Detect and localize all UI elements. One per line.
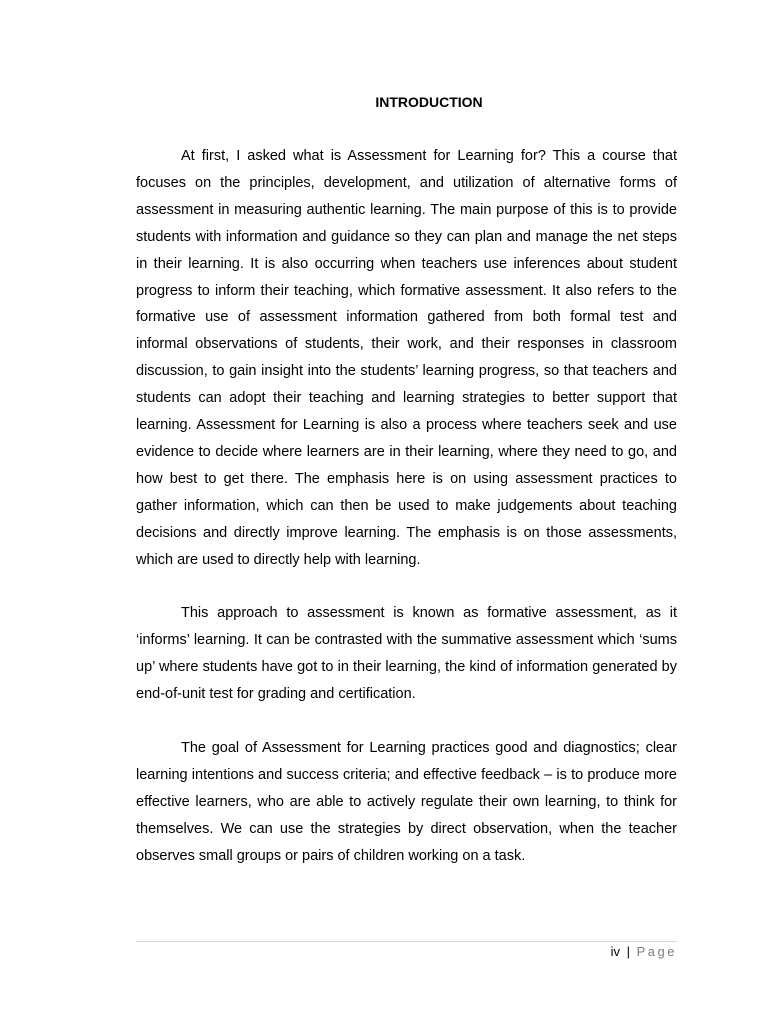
- page-title: INTRODUCTION: [375, 94, 483, 110]
- page-number: iv: [610, 944, 620, 959]
- page-label: Page: [636, 944, 677, 959]
- page-footer: [611, 943, 677, 961]
- body-text: [136, 143, 677, 896]
- footer-divider: [136, 941, 677, 942]
- paragraph-3: The goal of Assessment for Learning practices good and diagnostics; clear learning intentions and success criteria; and effective feedback – is to produce more effective learners, who are able to actively regulate their own learning, to think for themselves. We can use the strategies by direct observation, when the teacher observes small groups or pairs of children working on a task.: [136, 739, 677, 864]
- footer-separator: |: [626, 944, 630, 959]
- paragraph-2: This approach to assessment is known as formative assessment, as it ‘informs’ learning. It can be contrasted with the summative assessment which ‘sums up’ where students have got to in their learning, the kind of information generated by end-of-unit test for grading and certification.: [136, 605, 677, 703]
- paragraph-1: At first, I asked what is Assessment for Learning for? This a course that focuses on the principles, development, and utilization of alternative forms of assessment in measuring authentic learning. The main purpose of this is to provide students with information and guidance so they can plan and manage the net steps in their learning. It is also occurring when teachers use inferences about student progress to inform their teaching, which formative assessment. It also refers to the formative use of assessment information gathered from both formal test and informal observations of students, their work, and their responses in classroom discussion, to gain insight into the students’ learning progress, so that teachers and students can adopt their teaching and learning strategies to better support that learning. Assessment for Learning is also a process where teachers seek and use evidence to decide where learners are in their learning, where they need to go, and how best to get there. The emphasis here is on using assessment practices to gather information, which can then be used to make judgements about teaching decisions and directly improve learning. The emphasis is on those assessments, which are used to directly help with learning.: [136, 148, 677, 568]
